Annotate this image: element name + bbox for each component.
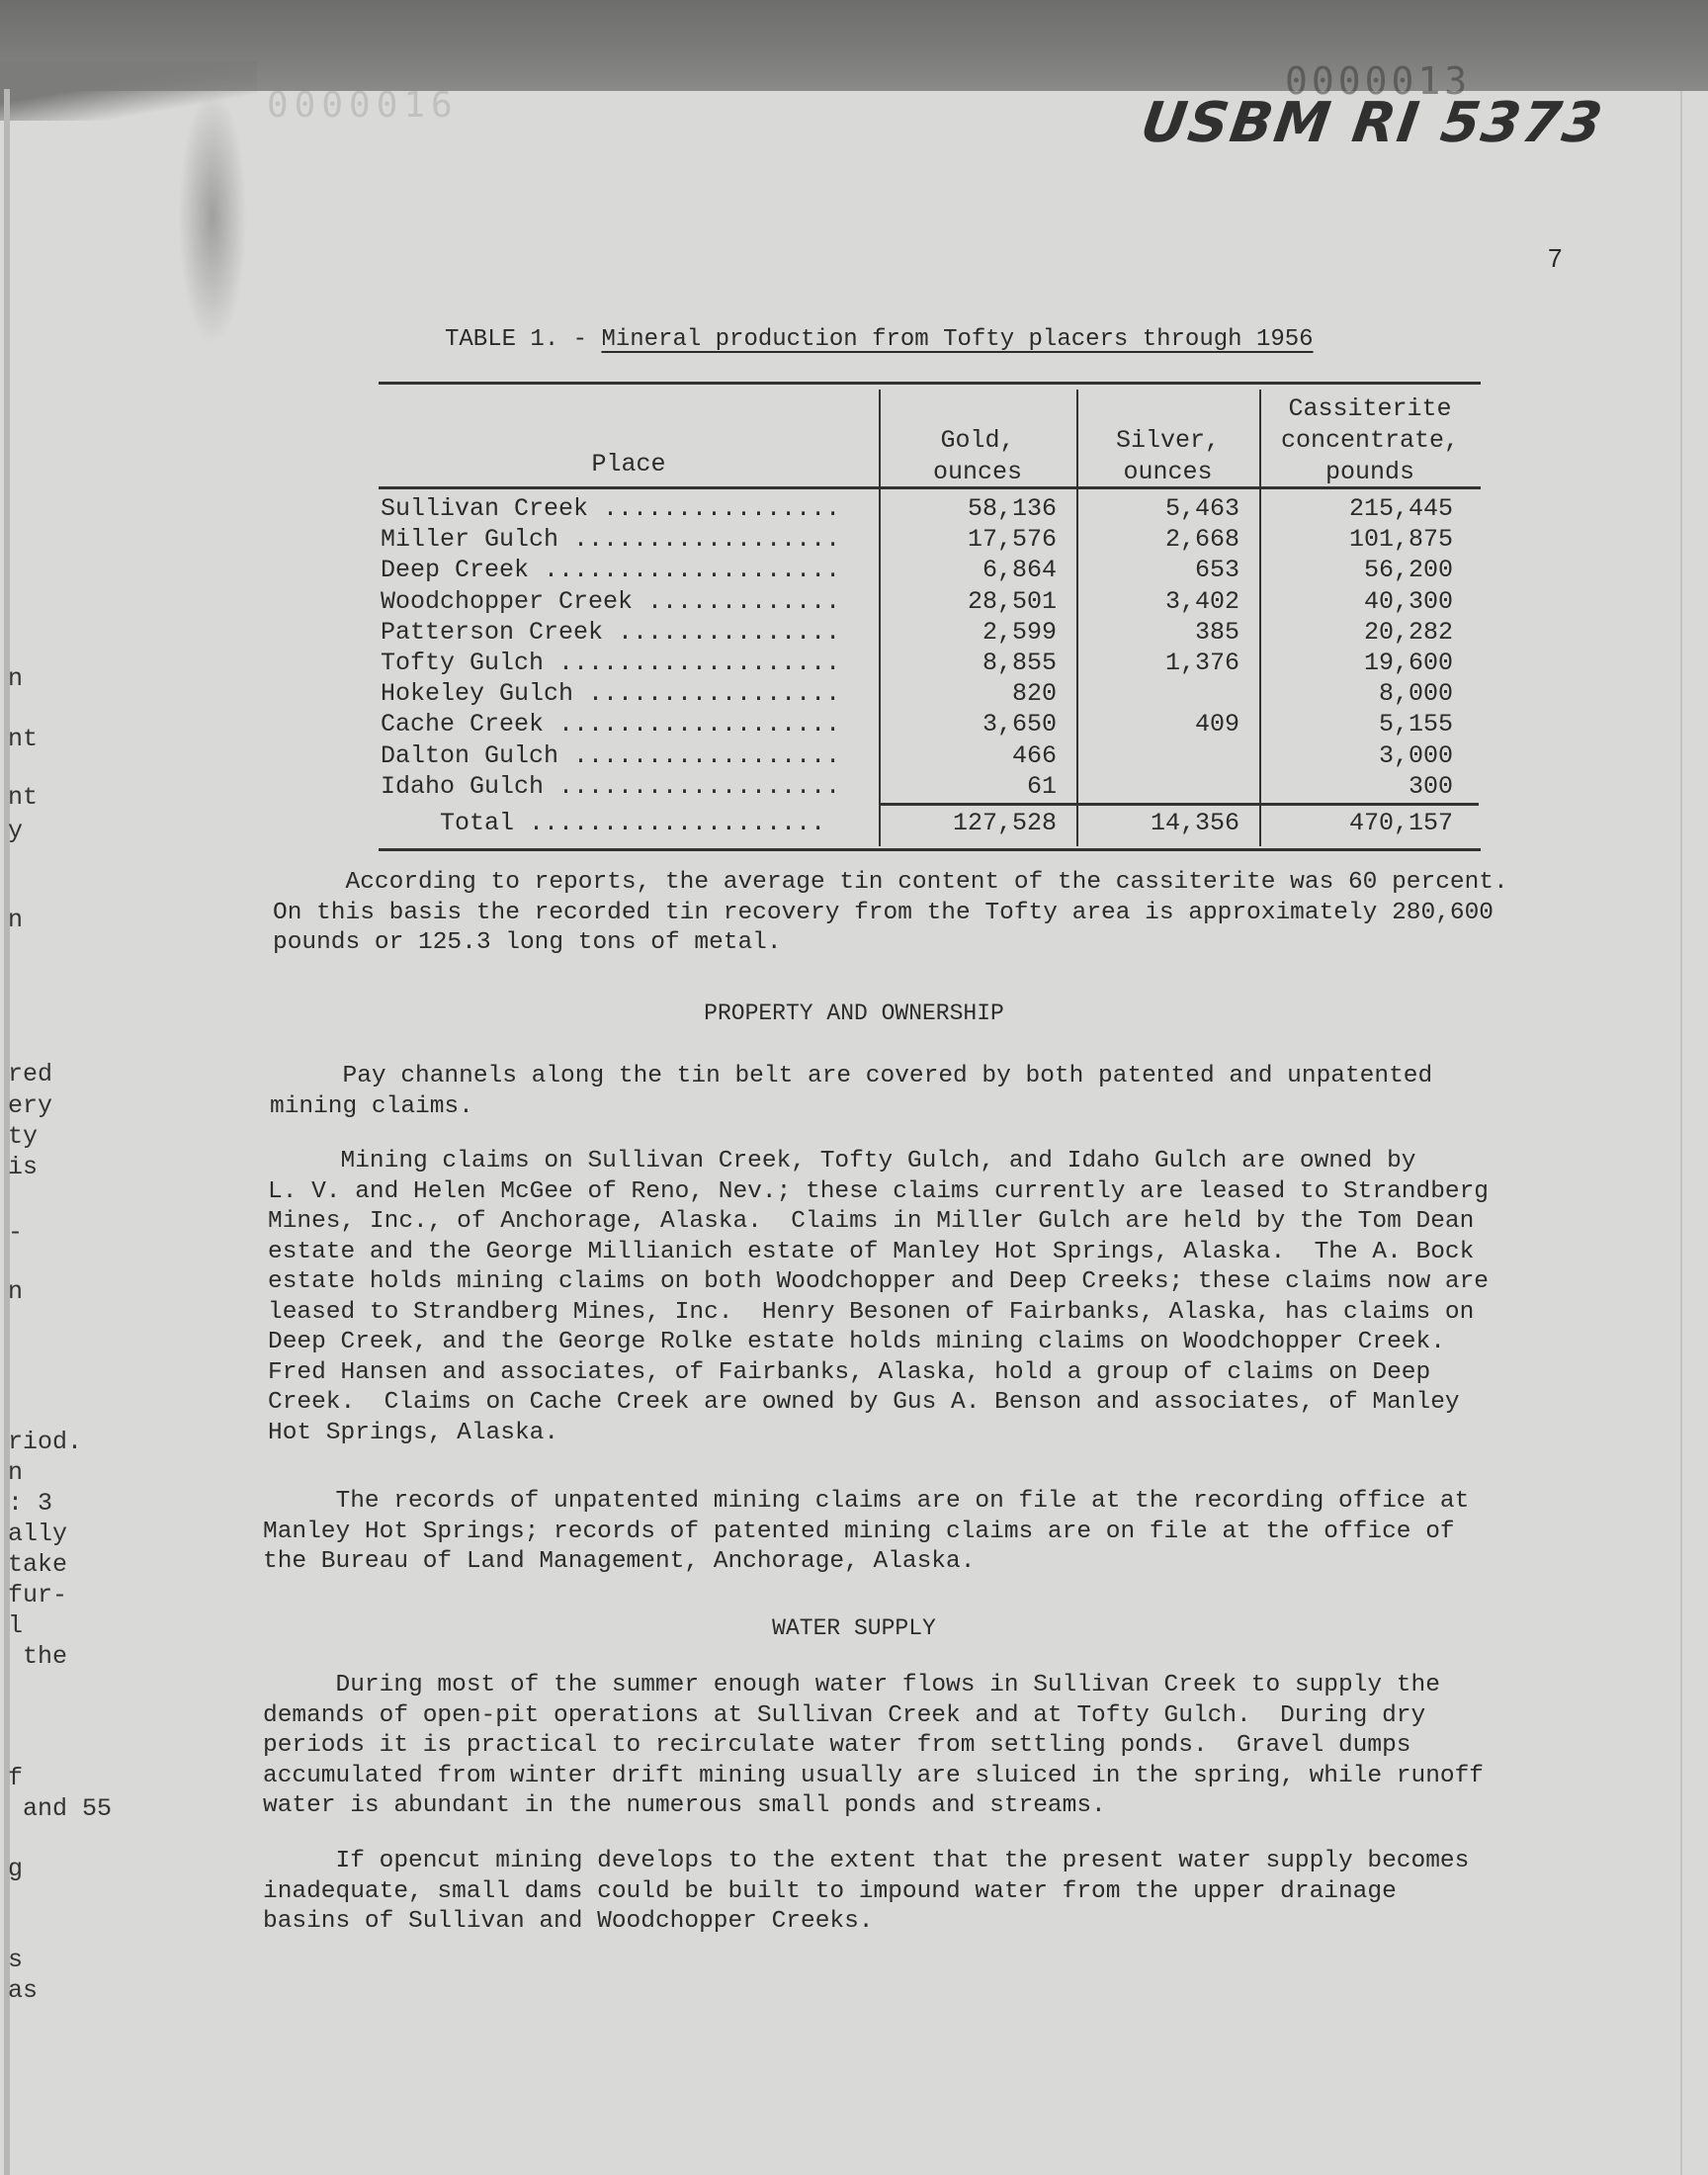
page-number: 7 bbox=[1548, 243, 1563, 273]
cassiterite-cell: 300 bbox=[1408, 771, 1453, 801]
header-gold-line: Gold, bbox=[940, 426, 1015, 455]
header-gold bbox=[879, 425, 1076, 488]
table-row bbox=[379, 679, 1481, 710]
gold-cell: 6,864 bbox=[982, 556, 1057, 585]
header-silver bbox=[1076, 425, 1259, 488]
total-silver: 14,356 bbox=[1150, 809, 1239, 837]
margin-fragment: is bbox=[8, 1153, 39, 1181]
margin-fragment: n bbox=[8, 1458, 24, 1487]
margin-fragment: nt bbox=[8, 725, 39, 753]
paragraph-records: The records of unpatented mining claims are on file at the recording office at Manley Hot Springs; records of patented mining claims are on file at the office of the Bureau of Land Management, Anchorage, Alaska. bbox=[263, 1488, 1470, 1575]
margin-fragment: and 55 bbox=[8, 1794, 113, 1823]
margin-fragment: g bbox=[8, 1855, 24, 1883]
cassiterite-cell: 40,300 bbox=[1363, 586, 1453, 616]
table-row bbox=[379, 556, 1481, 586]
heading-water-supply: WATER SUPPLY bbox=[772, 1615, 936, 1641]
cassiterite-cell: 215,445 bbox=[1348, 494, 1453, 523]
header-cassiterite-line: pounds bbox=[1324, 458, 1414, 486]
margin-fragment: ery bbox=[8, 1091, 53, 1120]
header-cassiterite-line: concentrate, bbox=[1280, 426, 1460, 455]
table-row bbox=[379, 587, 1481, 618]
heading-property-ownership: PROPERTY AND OWNERSHIP bbox=[704, 1000, 1004, 1026]
place-cell: Woodchopper Creek ............. bbox=[381, 586, 841, 616]
silver-cell: 3,402 bbox=[1164, 586, 1239, 616]
cassiterite-cell: 8,000 bbox=[1378, 679, 1453, 709]
header-place: Place bbox=[591, 450, 666, 478]
margin-fragment: y bbox=[8, 817, 24, 845]
place-cell: Idaho Gulch ................... bbox=[381, 771, 841, 801]
paragraph-opencut-mining: If opencut mining develops to the extent that the present water supply becomes inadequate, small dams could be built to impound water from the upper drainage basins of Sullivan and Woodchopper Creeks. bbox=[263, 1848, 1470, 1935]
gold-cell: 17,576 bbox=[967, 525, 1057, 555]
place-cell: Tofty Gulch ................... bbox=[381, 649, 841, 677]
header-silver-line: ounces bbox=[1123, 458, 1213, 486]
silver-cell: 1,376 bbox=[1164, 649, 1239, 677]
margin-fragment: nt bbox=[8, 783, 39, 812]
cassiterite-cell: 20,282 bbox=[1363, 617, 1453, 647]
table-row bbox=[379, 494, 1481, 525]
header-cassiterite-line: Cassiterite bbox=[1288, 394, 1452, 423]
margin-fragment: s bbox=[8, 1946, 24, 1974]
place-cell: Sullivan Creek ................ bbox=[381, 494, 841, 523]
page-right-edge bbox=[1680, 91, 1682, 2175]
ghost-serial-number: 0000016 bbox=[267, 85, 459, 126]
gold-cell: 8,855 bbox=[982, 649, 1057, 677]
margin-fragment: red bbox=[8, 1060, 53, 1088]
place-cell: Dalton Gulch .................. bbox=[381, 740, 841, 770]
cassiterite-cell: 3,000 bbox=[1378, 740, 1453, 770]
total-top-rule bbox=[879, 803, 1479, 806]
cassiterite-cell: 19,600 bbox=[1363, 649, 1453, 677]
table-label: TABLE 1. - bbox=[445, 326, 602, 353]
margin-fragment: n bbox=[8, 1277, 24, 1306]
header-cassiterite bbox=[1259, 393, 1481, 488]
place-cell: Deep Creek .................... bbox=[381, 556, 841, 585]
place-cell: Cache Creek ................... bbox=[381, 710, 841, 740]
paragraph-tin-content: According to reports, the average tin content of the cassiterite was 60 percent. On this basis the recorded tin recovery from the Tofty area is approximately 280,600 pounds or 125.3 long tons of metal. bbox=[273, 869, 1508, 956]
gold-cell: 28,501 bbox=[967, 586, 1057, 616]
table-title bbox=[445, 326, 1314, 353]
place-cell: Miller Gulch .................. bbox=[381, 525, 841, 555]
table-row bbox=[379, 649, 1481, 679]
cassiterite-cell: 5,155 bbox=[1378, 710, 1453, 740]
header-silver-line: Silver, bbox=[1115, 426, 1221, 455]
table-row bbox=[379, 710, 1481, 740]
table-row bbox=[379, 741, 1481, 772]
margin-fragment: f bbox=[8, 1764, 24, 1792]
header-gold-line: ounces bbox=[932, 458, 1022, 486]
handwritten-report-id: USBM RI 5373 bbox=[1137, 91, 1608, 155]
silver-cell: 5,463 bbox=[1164, 494, 1239, 523]
total-gold: 127,528 bbox=[952, 809, 1057, 837]
cassiterite-cell: 101,875 bbox=[1348, 525, 1453, 555]
margin-fragment: as bbox=[8, 1976, 39, 2005]
table-bottom-rule bbox=[379, 848, 1481, 851]
cassiterite-cell: 56,200 bbox=[1363, 556, 1453, 585]
total-cassiterite: 470,157 bbox=[1348, 809, 1453, 837]
total-label: Total .................... bbox=[381, 809, 826, 837]
margin-fragment: fur- bbox=[8, 1581, 68, 1610]
serial-number: 0000013 bbox=[1285, 59, 1472, 103]
table-row bbox=[379, 772, 1481, 803]
margin-fragment: ally bbox=[8, 1520, 68, 1548]
table-caption: Mineral production from Tofty placers through 1956 bbox=[601, 326, 1314, 353]
table-top-rule bbox=[379, 382, 1481, 385]
margin-fragment: n bbox=[8, 664, 24, 693]
gold-cell: 58,136 bbox=[967, 494, 1057, 523]
margin-fragment: : 3 bbox=[8, 1489, 53, 1518]
table-total-row bbox=[379, 809, 1481, 839]
silver-cell: 2,668 bbox=[1164, 525, 1239, 555]
margin-fragment: riod. bbox=[8, 1428, 83, 1456]
gold-cell: 820 bbox=[1011, 679, 1057, 709]
silver-cell: 409 bbox=[1194, 710, 1239, 740]
silver-cell: 385 bbox=[1194, 617, 1239, 647]
table-row bbox=[379, 525, 1481, 556]
margin-fragment: take bbox=[8, 1550, 68, 1579]
margin-fragment: n bbox=[8, 906, 24, 934]
gold-cell: 3,650 bbox=[982, 710, 1057, 740]
margin-fragment: l bbox=[8, 1611, 24, 1640]
margin-fragment: ty bbox=[8, 1122, 39, 1151]
silver-cell: 653 bbox=[1194, 556, 1239, 585]
paragraph-mining-claims: Mining claims on Sullivan Creek, Tofty Gulch, and Idaho Gulch are owned by L. V. and Helen McGee of Reno, Nev.; these claims currently are leased to Strandberg Mines, Inc., of Anchorage, Alaska. Claims in Miller Gulch are held by the Tom Dean estate and the George Millianich estate of Manley Hot Springs, Alaska. The A. Bock estate holds mining claims on both Woodchopper and Deep Creeks; these claims now are leased to Strandberg Mines, Inc. Henry Besonen of Fairbanks, Alaska, has claims on Deep Creek, and the George Rolke estate holds mining claims on Woodchopper Creek. Fred Hansen and associates, of Fairbanks, Alaska, hold a group of claims on Deep Creek. Claims on Cache Creek are owned by Gus A. Benson and associates, of Manley Hot Springs, Alaska. bbox=[268, 1148, 1490, 1446]
place-cell: Hokeley Gulch ................. bbox=[381, 679, 841, 709]
place-cell: Patterson Creek ............... bbox=[381, 617, 841, 647]
table-row bbox=[379, 618, 1481, 649]
paragraph-pay-channels: Pay channels along the tin belt are covered by both patented and unpatented mining claims. bbox=[270, 1063, 1433, 1120]
gold-cell: 61 bbox=[1026, 771, 1057, 801]
margin-fragment: - bbox=[8, 1218, 24, 1247]
margin-fragment: the bbox=[8, 1642, 68, 1671]
paragraph-water-flow: During most of the summer enough water flows in Sullivan Creek to supply the demands of open-pit operations at Sullivan Creek and at Tofty Gulch. During dry periods it is practical to recirculate water from settling ponds. Gravel dumps accumulated from winter drift mining usually are sluiced in the spring, while runoff water is abundant in the numerous small ponds and streams. bbox=[263, 1672, 1485, 1819]
gold-cell: 2,599 bbox=[982, 617, 1057, 647]
gold-cell: 466 bbox=[1011, 740, 1057, 770]
scan-spine-shadow bbox=[178, 89, 247, 346]
